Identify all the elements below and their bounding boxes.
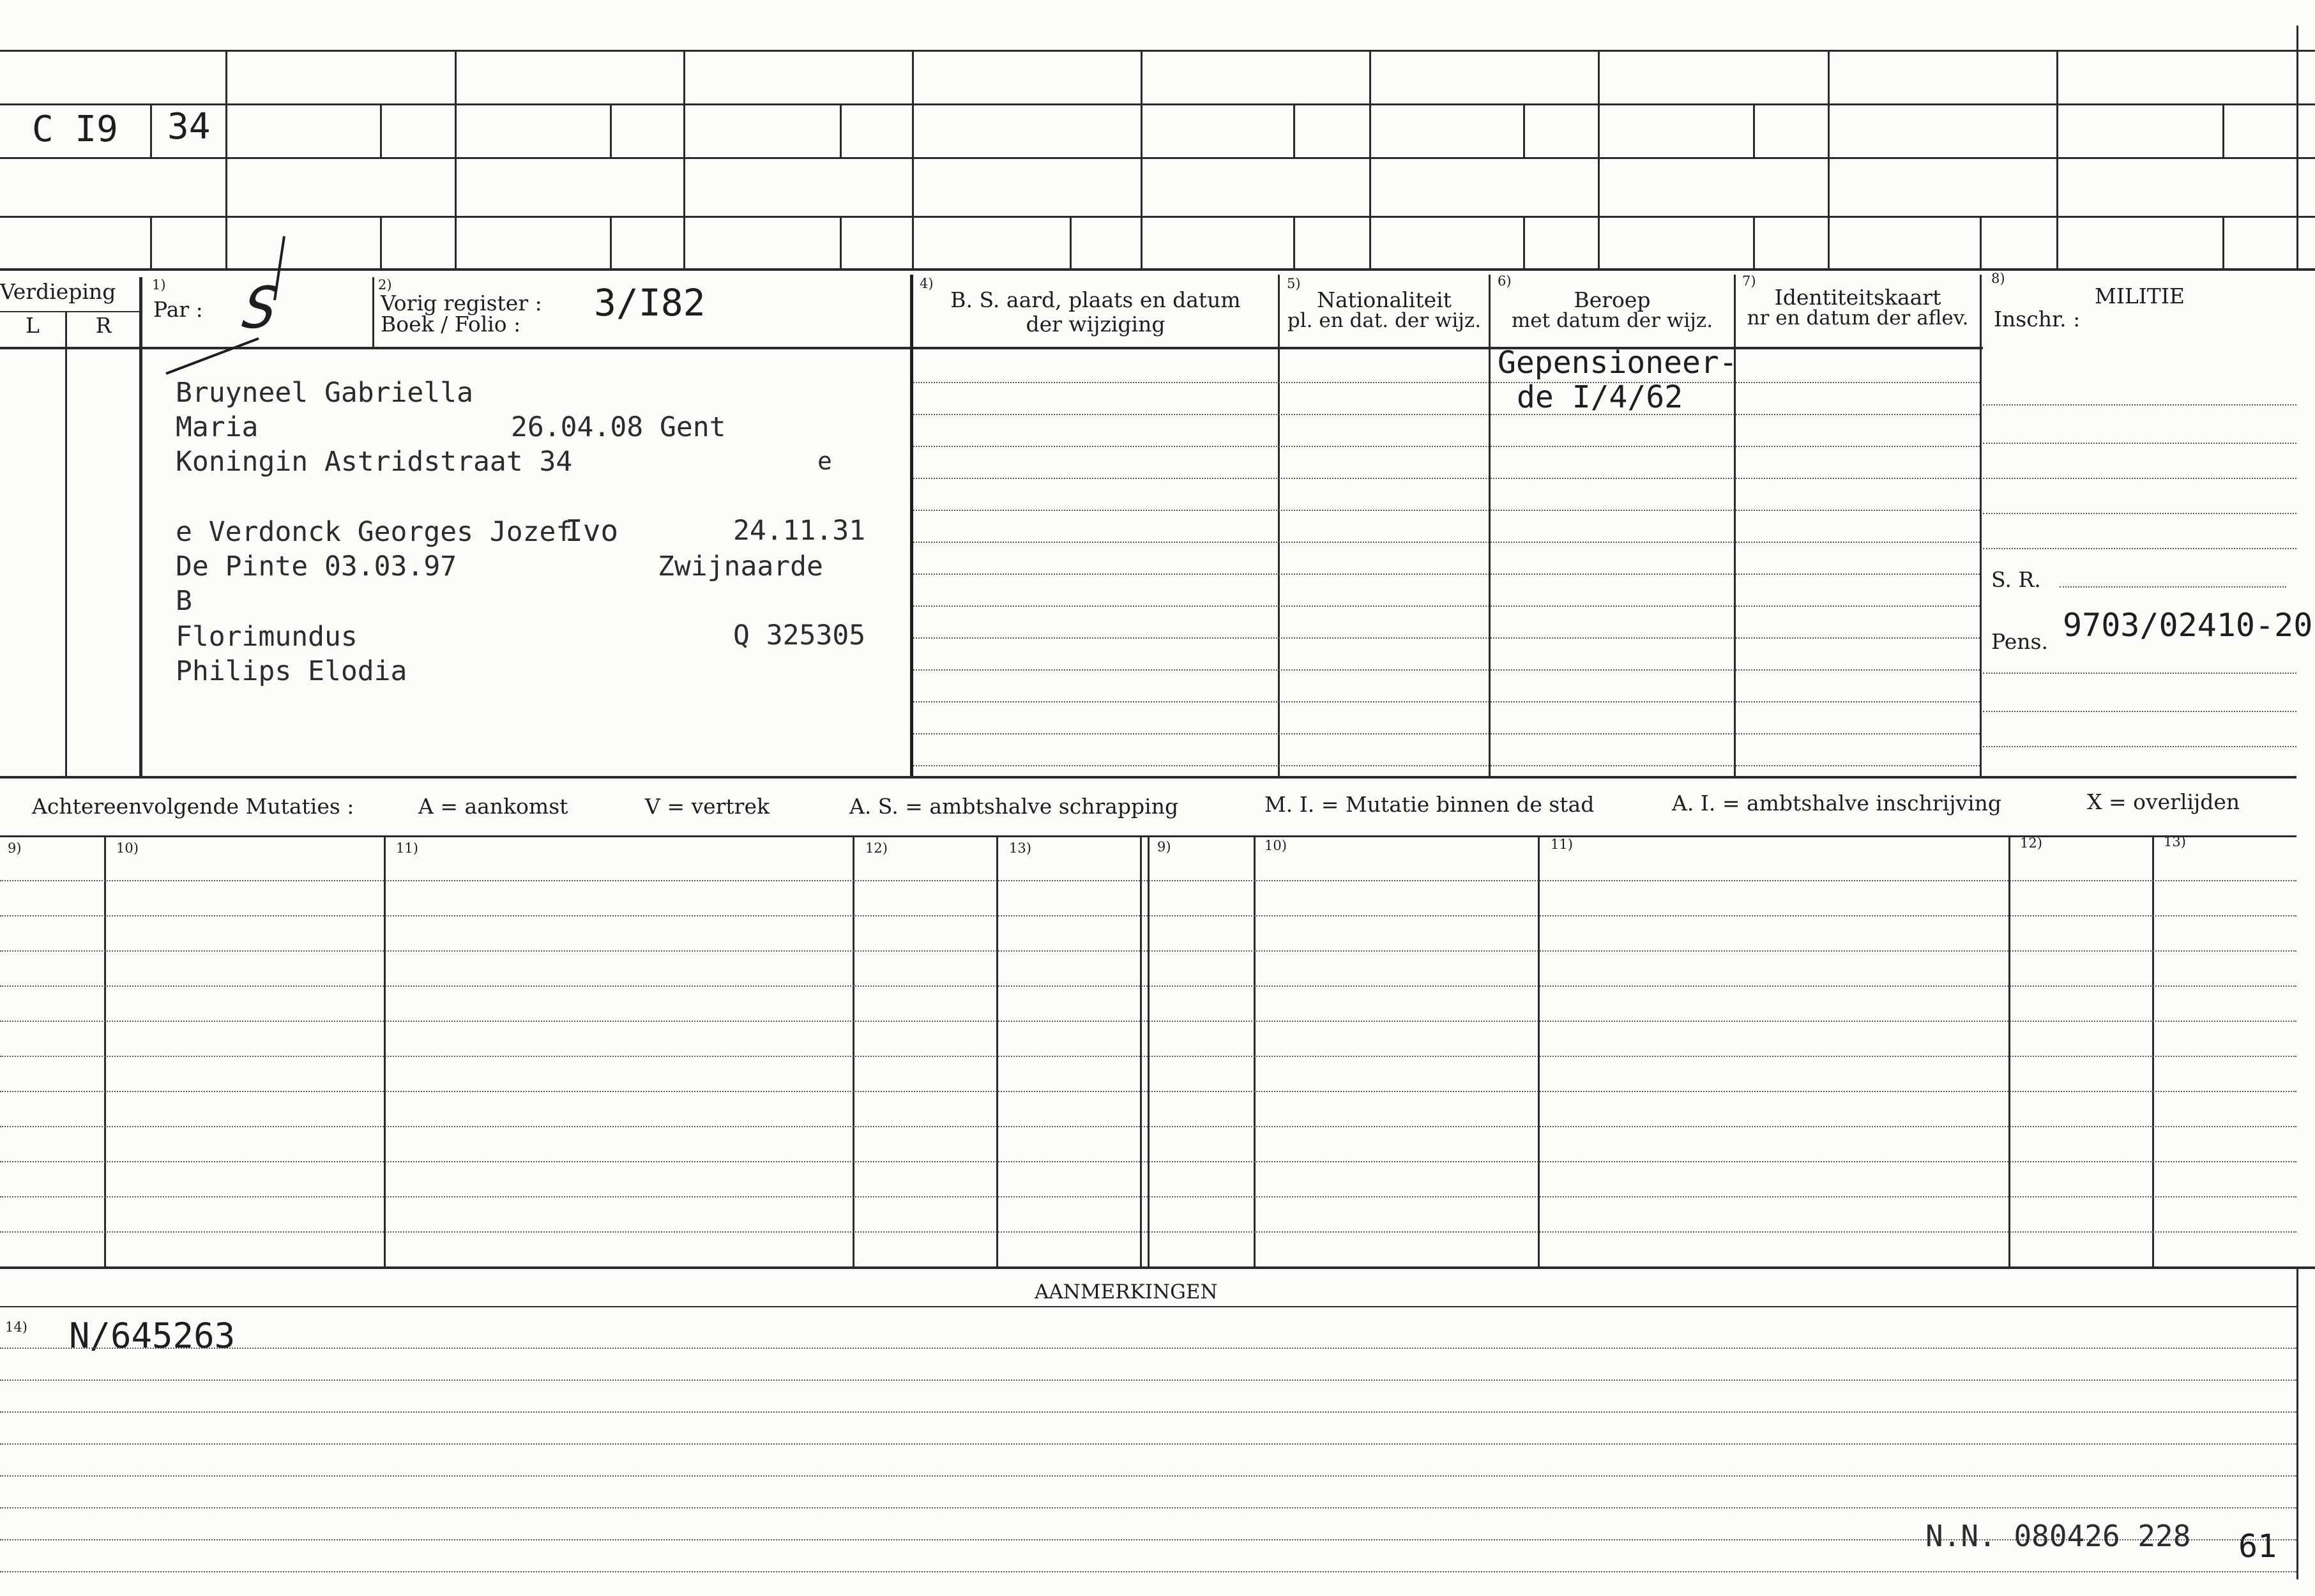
bs-header-line2: der wijziging bbox=[1026, 312, 1165, 337]
birth-date-place: 26.04.08 Gent bbox=[511, 411, 726, 443]
nat-header-line2: pl. en dat. der wijz. bbox=[1287, 309, 1482, 332]
parent-mother: Philips Elodia bbox=[176, 655, 407, 687]
remarks-value: N/645263 bbox=[69, 1316, 236, 1356]
num-8: 8) bbox=[1991, 271, 2005, 286]
mutaties-title: Achtereenvolgende Mutaties : bbox=[32, 794, 354, 819]
legend-x: X = overlijden bbox=[2087, 789, 2240, 814]
person-line-b: B bbox=[176, 585, 192, 617]
legend-a: A = aankomst bbox=[418, 794, 568, 819]
mark-e: e bbox=[817, 447, 832, 475]
num-1: 1) bbox=[152, 277, 166, 293]
remarks-title: AANMERKINGEN bbox=[1035, 1281, 1218, 1303]
num-2: 2) bbox=[378, 277, 392, 293]
inschr-label: Inschr. : bbox=[1994, 307, 2081, 331]
register-value: 3/I82 bbox=[594, 281, 706, 324]
col-r-label: R bbox=[95, 313, 112, 338]
boek-folio-label: Boek / Folio : bbox=[381, 312, 521, 337]
col-13-right: 13) bbox=[2164, 834, 2186, 849]
spouse-line-extra: Ivo bbox=[565, 513, 619, 548]
person-name-line2: Maria bbox=[176, 411, 259, 443]
vorig-register-label: Vorig register : bbox=[381, 291, 542, 315]
beroep-header-line1: Beroep bbox=[1574, 287, 1651, 312]
num-5: 5) bbox=[1287, 276, 1301, 291]
spouse-birth-place: De Pinte 03.03.97 bbox=[176, 551, 457, 582]
id-header-line2: nr en datum der aflev. bbox=[1747, 307, 1969, 330]
num-7: 7) bbox=[1742, 273, 1756, 289]
nn-number: N.N. 080426 228 bbox=[1925, 1519, 2191, 1553]
legend-ai: A. I. = ambtshalve inschrijving bbox=[1672, 791, 2002, 816]
col-l-label: L bbox=[26, 313, 40, 338]
col-9-right: 9) bbox=[1157, 839, 1171, 855]
legend-mi: M. I. = Mutatie binnen de stad bbox=[1264, 792, 1595, 817]
bs-header-line1: B. S. aard, plaats en datum bbox=[950, 287, 1241, 312]
pens-label: Pens. bbox=[1991, 629, 2048, 654]
col-10-right: 10) bbox=[1264, 838, 1287, 853]
address-line: Koningin Astridstraat 34 bbox=[176, 446, 573, 478]
par-stroke bbox=[163, 230, 291, 377]
beroep-value-line1: Gepensioneer- bbox=[1498, 345, 1738, 381]
id-header-line1: Identiteitskaart bbox=[1774, 285, 1941, 310]
num-14: 14) bbox=[5, 1319, 27, 1335]
spouse-line: e Verdonck Georges Jozef bbox=[176, 516, 573, 548]
verdieping-label bbox=[0, 279, 116, 304]
col-11-right: 11) bbox=[1551, 837, 1573, 852]
page-number: 61 bbox=[2238, 1528, 2277, 1565]
parent-father: Florimundus bbox=[176, 621, 358, 653]
sr-label: S. R. bbox=[1991, 567, 2041, 592]
legend-as: A. S. = ambtshalve schrapping bbox=[849, 794, 1179, 819]
par-mark: S bbox=[231, 275, 289, 342]
pens-value: 9703/02410-20 bbox=[2063, 607, 2313, 644]
num-6: 6) bbox=[1498, 273, 1512, 289]
spouse-origin: Zwijnaarde bbox=[658, 551, 823, 582]
person-name-line: Bruyneel Gabriella bbox=[176, 377, 473, 409]
beroep-header-line2: met datum der wijz. bbox=[1511, 309, 1713, 332]
code-letter: C I9 bbox=[32, 109, 118, 150]
col-12-right: 12) bbox=[2020, 835, 2042, 851]
nat-header-line1: Nationaliteit bbox=[1317, 287, 1452, 312]
par-label: Par : bbox=[153, 297, 203, 322]
col-11-left: 11) bbox=[396, 840, 418, 856]
col-10-left: 10) bbox=[116, 840, 139, 856]
num-4: 4) bbox=[920, 276, 934, 291]
code-number: 34 bbox=[167, 106, 211, 148]
beroep-value-line2: de I/4/62 bbox=[1517, 379, 1683, 415]
col-13-left: 13) bbox=[1009, 840, 1031, 856]
verdieping-text: Verdieping bbox=[0, 279, 116, 304]
legend-v: V = vertrek bbox=[645, 794, 770, 819]
militie-header: MILITIE bbox=[2095, 284, 2185, 308]
reference-code: Q 325305 bbox=[733, 619, 866, 651]
spouse-birth-date: 24.11.31 bbox=[733, 515, 866, 547]
col-12-left: 12) bbox=[865, 840, 888, 856]
col-9-left: 9) bbox=[8, 840, 22, 856]
